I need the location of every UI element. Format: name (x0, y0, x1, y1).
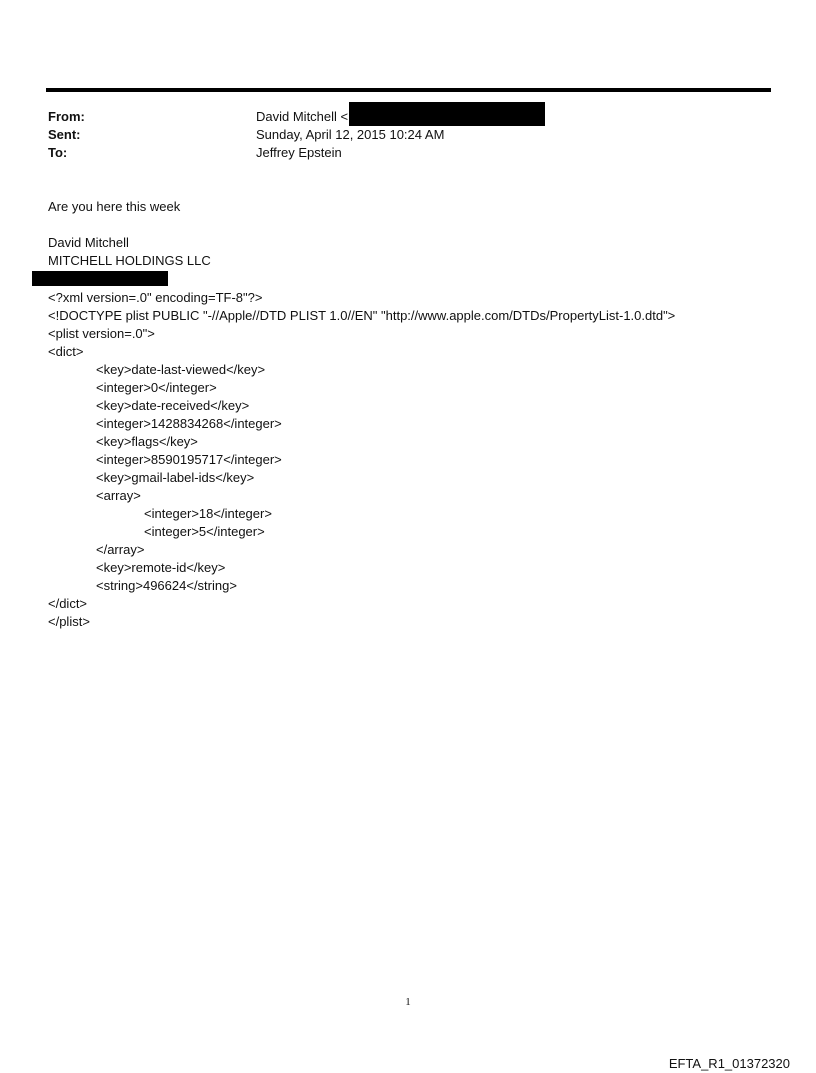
xml-line: <plist version=.0"> (48, 326, 155, 341)
redaction-box (32, 271, 168, 286)
xml-line: <key>date-last-viewed</key> (96, 362, 266, 377)
signature-company: MITCHELL HOLDINGS LLC (48, 253, 211, 268)
message-text: Are you here this week (48, 199, 181, 214)
bates-number: EFTA_R1_01372320 (668, 1056, 790, 1071)
to-value: Jeffrey Epstein (256, 145, 342, 160)
from-label: From: (48, 109, 85, 124)
redaction-box (349, 102, 545, 126)
xml-line: <integer>1428834268</integer> (96, 416, 282, 431)
page-number: 1 (405, 996, 411, 1008)
xml-line: <integer>18</integer> (144, 506, 272, 521)
to-label: To: (48, 145, 68, 160)
xml-line: <key>remote-id</key> (96, 560, 226, 575)
xml-line: <key>date-received</key> (96, 398, 250, 413)
from-value: David Mitchell < (256, 109, 349, 124)
xml-line: <?xml version=.0" encoding=TF-8"?> (48, 290, 263, 305)
xml-line: <!DOCTYPE plist PUBLIC "-//Apple//DTD PLIST 1.0//EN" "http://www.apple.com/DTDs/PropertyList-1.0.dtd"> (48, 308, 676, 323)
xml-line: <integer>8590195717</integer> (96, 452, 282, 467)
sent-value: Sunday, April 12, 2015 10:24 AM (256, 127, 445, 142)
xml-line: <integer>0</integer> (96, 380, 217, 395)
xml-line: </array> (96, 542, 145, 557)
sent-label: Sent: (48, 127, 81, 142)
xml-line: <string>496624</string> (96, 578, 237, 593)
xml-line: <array> (96, 488, 141, 503)
xml-line: <integer>5</integer> (144, 524, 265, 539)
xml-line: </plist> (48, 614, 90, 629)
xml-line: </dict> (48, 596, 88, 611)
xml-line: <key>flags</key> (96, 434, 198, 449)
xml-line: <key>gmail-label-ids</key> (96, 470, 255, 485)
header-rule (46, 88, 771, 92)
xml-line: <dict> (48, 344, 84, 359)
signature-name: David Mitchell (48, 235, 129, 250)
